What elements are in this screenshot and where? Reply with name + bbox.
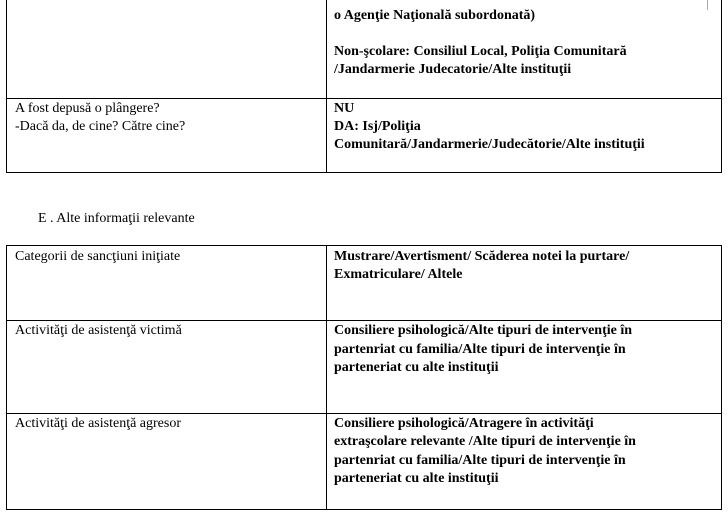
victim-assistance-label: Activităţi de asistenţă victimă [15,323,182,338]
complaint-target-line-4: /Jandarmerie Judecatorie/Alte instituţii [334,62,572,77]
row-divider [7,320,721,321]
complaint-target-line-1: o Agenţie Naţională subordonată) [334,8,536,23]
section-e-title: E . Alte informaţii relevante [38,211,195,226]
row-divider [7,413,721,414]
sanctions-value-line-1: Mustrare/Avertisment/ Scăderea notei la purtare/ [334,249,630,264]
complaint-question-line-2: -Dacă da, de cine? Către cine? [15,119,186,134]
complaint-question-line-1: A fost depusă o plângere? [15,101,160,116]
victim-assistance-line-1: Consiliere psihologică/Alte tipuri de intervenţie în [334,323,633,338]
sanctions-value-line-2: Exmatriculare/ Altele [334,267,463,282]
complaint-answer-line-2: DA: Isj/Poliţia [334,119,421,134]
aggressor-assistance-line-3: partenriat cu familia/Alte tipuri de intervenţie în [334,453,626,468]
sanctions-label: Categorii de sancţiuni iniţiate [15,249,181,264]
column-divider [326,0,327,172]
aggressor-assistance-line-2: extraşcolare relevante /Alte tipuri de intervenţie în [334,434,636,449]
column-divider [326,246,327,509]
row-divider [7,98,721,99]
complaint-answer-line-1: NU [334,101,355,116]
aggressor-assistance-line-1: Consiliere psihologică/Atragere în activităţi [334,416,594,431]
victim-assistance-line-3: parteneriat cu alte instituţii [334,360,499,375]
complaint-target-line-3: Non-şcolare: Consiliul Local, Poliţia Comunitară [334,44,627,59]
victim-assistance-line-2: partenriat cu familia/Alte tipuri de intervenţie în [334,342,626,357]
aggressor-assistance-label: Activităţi de asistenţă agresor [15,416,181,431]
aggressor-assistance-line-4: parteneriat cu alte instituţii [334,471,499,486]
complaint-answer-line-3: Comunitară/Jandarmerie/Judecătorie/Alte instituţii [334,137,645,152]
